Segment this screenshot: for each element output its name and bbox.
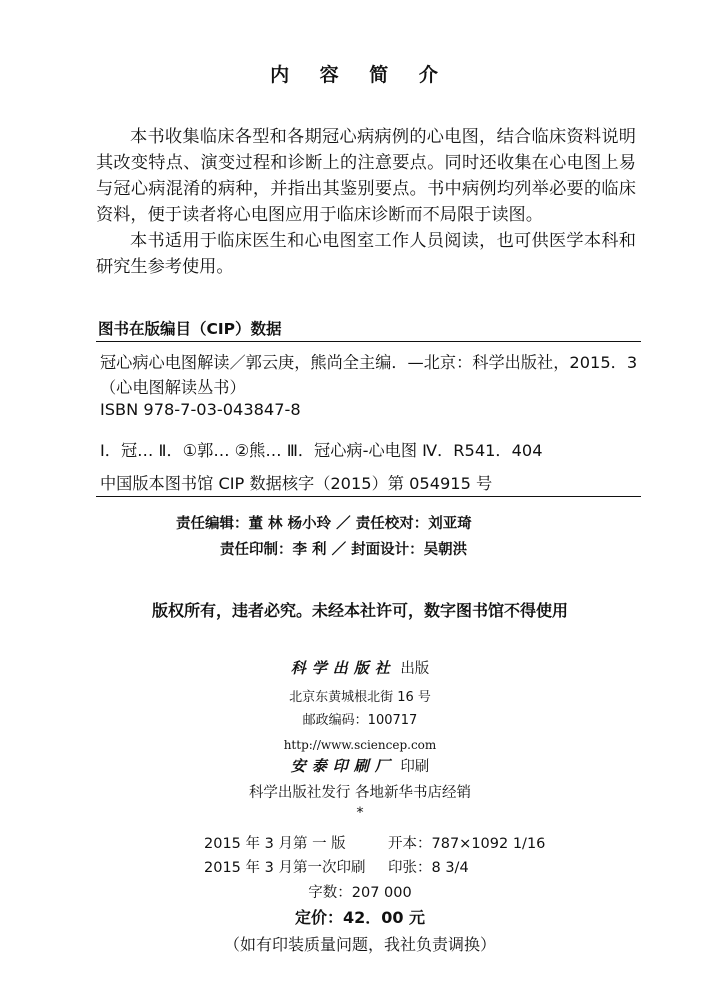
printer-name: 安泰印刷厂 [290, 757, 396, 775]
cip-heading: 图书在版编目（CIP）数据 [98, 320, 282, 338]
printing-info: 2015 年 3 月第一次印刷 [204, 860, 366, 876]
separator-asterisk: * [356, 805, 364, 821]
publisher-name: 科学出版社 [290, 659, 396, 677]
publisher-line [0, 657, 720, 678]
cip-title-line: 冠心病心电图解读／郭云庚，熊尚全主编．—北京：科学出版社，2015．3 [100, 353, 638, 372]
publisher-address: 北京东黄城根北街 16 号 [289, 690, 431, 705]
printer-suffix: 印刷 [400, 759, 430, 775]
cip-classification: Ⅰ．冠… Ⅱ．①郭… ②熊… Ⅲ．冠心病-心电图 Ⅳ．R541．404 [100, 441, 543, 460]
edition-info: 2015 年 3 月第 一 版 [204, 836, 346, 852]
copyright-notice: 版权所有，违者必究。未经本社许可，数字图书馆不得使用 [151, 601, 568, 620]
publisher-postcode: 邮政编码：100717 [302, 713, 418, 728]
printer-line [0, 755, 720, 776]
format-info: 开本：787×1092 1/16 [388, 836, 546, 852]
price: 定价：42．00 元 [294, 908, 426, 927]
publisher-suffix: 出版 [400, 661, 430, 677]
quality-notice: （如有印装质量问题，我社负责调换） [223, 935, 496, 954]
summary-paragraph-1: 本书收集临床各型和各期冠心病病例的心电图，结合临床资料说明其改变特点、演变过程和诊断上的注意要点。同时还收集在心电图上易与冠心病混淆的病种，并指出其鉴别要点。书中病例均列举必要的临床资料，便于读者将心电图应用于临床诊断而不局限于读图。 [96, 127, 636, 225]
publisher-url: http://www.sciencep.com [283, 738, 437, 752]
cip-top-rule [96, 341, 641, 342]
word-count: 字数：207 000 [308, 885, 412, 901]
cip-bottom-rule [96, 496, 641, 497]
distribution-line: 科学出版社发行 各地新华书店经销 [248, 785, 472, 801]
summary-paragraph-2: 本书适用于临床医生和心电图室工作人员阅读，也可供医学本科和研究生参考使用。 [96, 231, 636, 277]
cip-isbn: ISBN 978-7-03-043847-8 [100, 400, 301, 419]
summary-title: 内 容 简 介 [270, 64, 450, 86]
cip-record-number: 中国版本图书馆 CIP 数据核字（2015）第 054915 号 [100, 474, 493, 493]
credits-editors: 责任编辑：董 林 杨小玲 ／ 责任校对：刘亚琦 [176, 516, 472, 532]
credits-production: 责任印制：李 利 ／ 封面设计：吴朝洪 [220, 542, 468, 558]
cip-series-line: （心电图解读丛书） [100, 378, 246, 397]
sheet-count: 印张：8 3/4 [388, 860, 469, 876]
